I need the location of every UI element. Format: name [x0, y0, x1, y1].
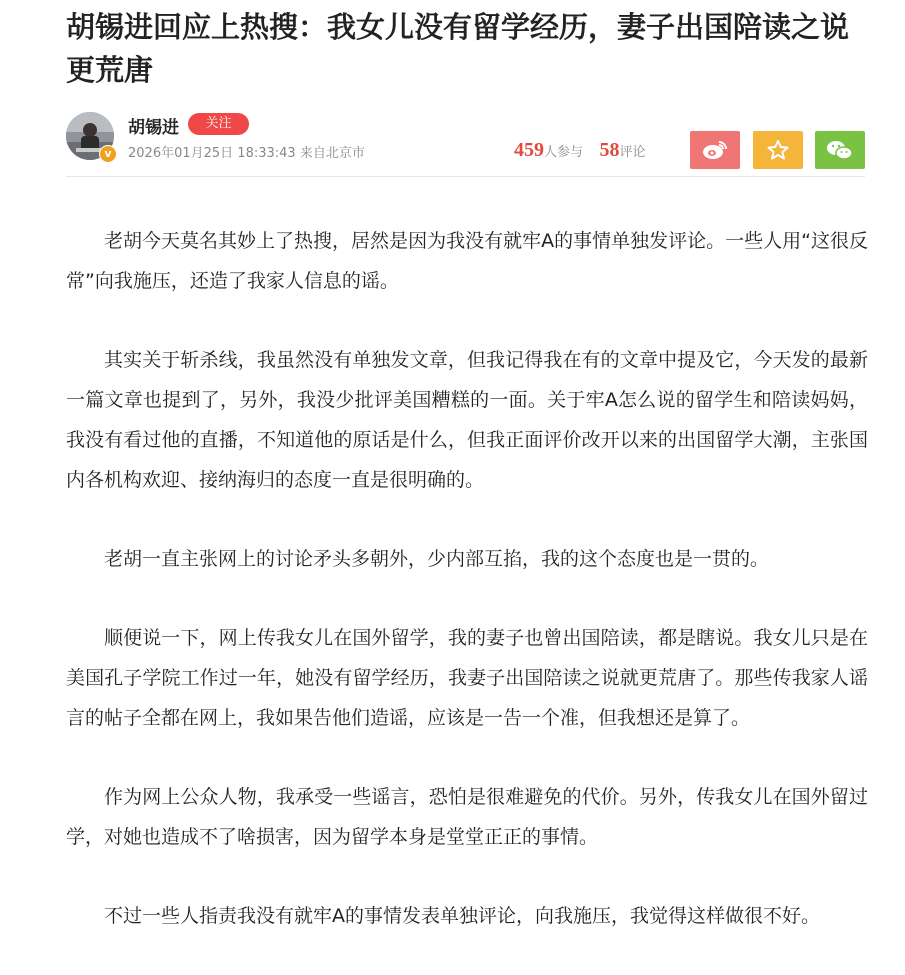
- paragraph: 老胡今天莫名其妙上了热搜，居然是因为我没有就牢A的事情单独发评论。一些人用“这很反常”向我施压，还造了我家人信息的谣。: [66, 230, 868, 292]
- participants-label: 人参与: [544, 145, 584, 160]
- star-icon: [767, 139, 789, 161]
- paragraph: 老胡一直主张网上的讨论矛头多朝外，少内部互掐，我的这个态度也是一贯的。: [104, 548, 770, 570]
- share-weibo-button[interactable]: [690, 131, 740, 169]
- paragraph: 作为网上公众人物，我承受一些谣言，恐怕是很难避免的代价。另外，传我女儿在国外留过学，对她也造成不了啥损害，因为留学本身是堂堂正正的事情。: [66, 786, 868, 848]
- favorite-button[interactable]: [753, 131, 803, 169]
- verified-icon: v: [99, 145, 117, 163]
- share-wechat-button[interactable]: [815, 131, 865, 169]
- follow-button[interactable]: 关注: [188, 113, 249, 135]
- weibo-icon: [702, 139, 728, 161]
- comments-count[interactable]: 58: [599, 139, 620, 161]
- article-body: [66, 221, 868, 975]
- comments-label[interactable]: 评论: [619, 145, 646, 160]
- article-stats: [514, 139, 646, 162]
- header-divider: [66, 176, 865, 177]
- paragraph: 顺便说一下，网上传我女儿在国外留学，我的妻子也曾出国陪读，都是瞎说。我女儿只是在美国孔子学院工作过一年，她没有留学经历，我妻子出国陪读之说就更荒唐了。那些传我家人谣言的帖子全都在网上，我如果告他们造谣，应该是一告一个准，但我想还是算了。: [66, 627, 868, 729]
- paragraph: 其实关于斩杀线，我虽然没有单独发文章，但我记得我在有的文章中提及它，今天发的最新一篇文章也提到了，另外，我没少批评美国糟糕的一面。关于牢A怎么说的留学生和陪读妈妈，我没有看过他的直播，不知道他的原话是什么，但我正面评价改开以来的出国留学大潮，主张国内各机构欢迎、接纳海归的态度一直是很明确的。: [66, 349, 868, 491]
- author-name[interactable]: 胡锡进: [128, 118, 179, 138]
- paragraph: 不过一些人指责我没有就牢A的事情发表单独评论，向我施压，我觉得这样做很不好。: [104, 905, 820, 927]
- article-title: 胡锡进回应上热搜：我女儿没有留学经历，妻子出国陪读之说更荒唐: [66, 10, 850, 87]
- wechat-icon: [826, 139, 854, 161]
- participants-count: 459: [514, 139, 544, 161]
- publish-meta: 2026年01月25日 18:33:43 来自北京市: [128, 146, 365, 161]
